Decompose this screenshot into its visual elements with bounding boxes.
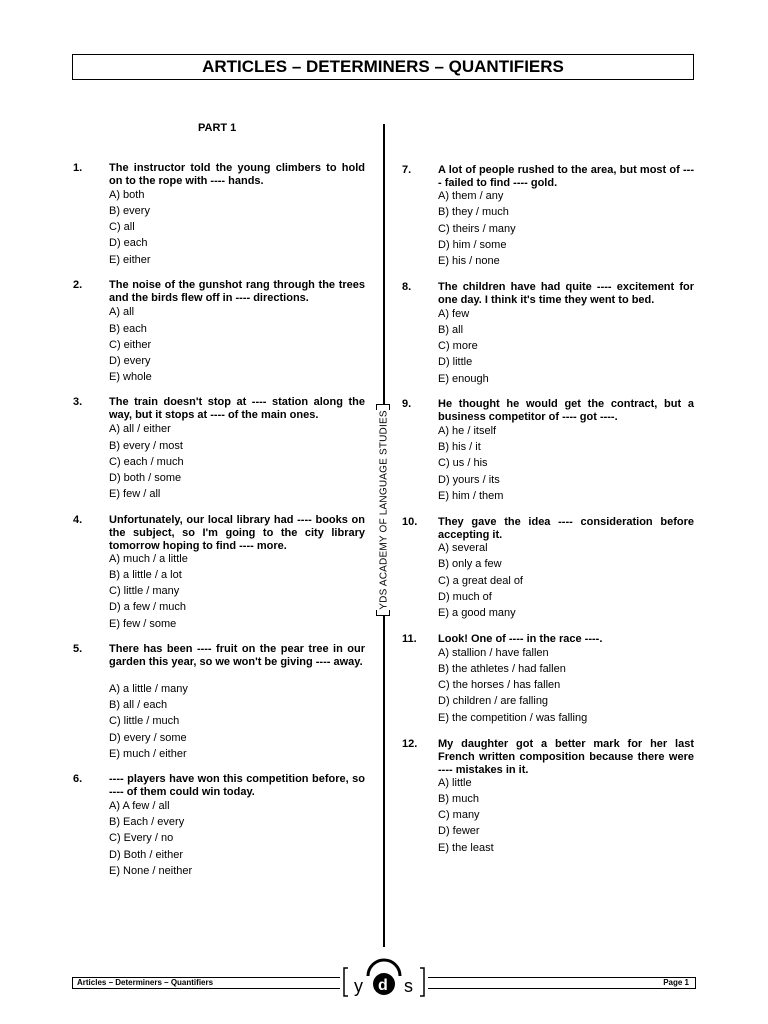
yds-logo bbox=[340, 948, 428, 1002]
page-number: Page 1 bbox=[663, 978, 689, 987]
answer-option: A) A few / all bbox=[109, 800, 170, 812]
question-stem: The children have had quite ---- excitement for one day. I think it's time they went to bed. bbox=[438, 281, 694, 306]
answer-option: E) the competition / was falling bbox=[438, 712, 588, 724]
answer-option: D) every bbox=[109, 355, 151, 367]
answer-option: D) a few / much bbox=[109, 601, 187, 613]
question-stem: They gave the idea ---- consideration before accepting it. bbox=[438, 516, 694, 541]
answer-option: C) all bbox=[109, 221, 135, 233]
answer-option: A) much / a little bbox=[109, 553, 188, 565]
question-number: 12. bbox=[402, 738, 418, 750]
side-text: YDS ACADEMY OF LANGUAGE STUDIES bbox=[378, 410, 390, 610]
answer-option: D) both / some bbox=[109, 472, 182, 484]
question-stem: There has been ---- fruit on the pear tree in our garden this year, so we won't be giving ---- away. bbox=[109, 643, 365, 668]
answer-option: C) many bbox=[438, 809, 480, 821]
answer-option: E) either bbox=[109, 254, 151, 266]
answer-option: A) all / either bbox=[109, 423, 171, 435]
answer-option: B) a little / a lot bbox=[109, 569, 182, 581]
question-stem: Look! One of ---- in the race ----. bbox=[438, 633, 603, 645]
answer-option: A) several bbox=[438, 542, 488, 554]
answer-option: D) yours / its bbox=[438, 474, 500, 486]
answer-option: C) the horses / has fallen bbox=[438, 679, 561, 691]
question-number: 2. bbox=[73, 279, 83, 291]
answer-option: E) a good many bbox=[438, 607, 516, 619]
answer-option: A) them / any bbox=[438, 190, 504, 202]
answer-option: D) Both / either bbox=[109, 849, 183, 861]
answer-option: D) children / are falling bbox=[438, 695, 549, 707]
answer-option: E) him / them bbox=[438, 490, 504, 502]
answer-option: C) Every / no bbox=[109, 832, 174, 844]
logo-letter-d: d bbox=[378, 977, 388, 994]
answer-option: C) us / his bbox=[438, 457, 488, 469]
answer-option: D) him / some bbox=[438, 239, 507, 251]
question-number: 8. bbox=[402, 281, 412, 293]
question-number: 1. bbox=[73, 162, 83, 174]
question-stem: The instructor told the young climbers to hold on to the rope with ---- hands. bbox=[109, 162, 365, 187]
answer-option: B) they / much bbox=[438, 206, 509, 218]
question-stem: The train doesn't stop at ---- station along the way, but it stops at ---- of the main ones. bbox=[109, 396, 365, 421]
bracket-bottom bbox=[376, 610, 390, 616]
answer-option: E) the least bbox=[438, 842, 494, 854]
answer-option: E) None / neither bbox=[109, 865, 193, 877]
question-number: 6. bbox=[73, 773, 83, 785]
answer-option: B) his / it bbox=[438, 441, 481, 453]
answer-option: C) a great deal of bbox=[438, 575, 523, 587]
question-stem: My daughter got a better mark for her last French written composition because there were ---- mistakes in it. bbox=[438, 738, 694, 776]
answer-option: C) each / much bbox=[109, 456, 184, 468]
logo-letter-y: y bbox=[354, 976, 363, 996]
answer-option: D) much of bbox=[438, 591, 492, 603]
question-number: 5. bbox=[73, 643, 83, 655]
answer-option: B) the athletes / had fallen bbox=[438, 663, 566, 675]
answer-option: A) both bbox=[109, 189, 145, 201]
answer-option: E) enough bbox=[438, 373, 489, 385]
answer-option: D) each bbox=[109, 237, 148, 249]
answer-option: E) whole bbox=[109, 371, 152, 383]
answer-option: B) all / each bbox=[109, 699, 168, 711]
question-stem: A lot of people rushed to the area, but most of ---- failed to find ---- gold. bbox=[438, 164, 694, 189]
question-stem: Unfortunately, our local library had ---- books on the subject, so I'm going to the city library tomorrow hoping to find ---- more. bbox=[109, 514, 365, 552]
answer-option: E) few / some bbox=[109, 618, 177, 630]
question-number: 11. bbox=[402, 633, 417, 645]
answer-option: C) theirs / many bbox=[438, 223, 516, 235]
answer-option: A) all bbox=[109, 306, 135, 318]
page-title: ARTICLES – DETERMINERS – QUANTIFIERS bbox=[72, 54, 694, 80]
answer-option: B) only a few bbox=[438, 558, 502, 570]
footer-title: Articles – Determiners – Quantifiers bbox=[77, 978, 214, 987]
answer-option: C) little / many bbox=[109, 585, 180, 597]
answer-option: B) Each / every bbox=[109, 816, 185, 828]
question-number: 3. bbox=[73, 396, 83, 408]
bracket-top bbox=[376, 404, 390, 410]
question-number: 7. bbox=[402, 164, 412, 176]
logo-letter-s: s bbox=[404, 976, 413, 996]
question-number: 4. bbox=[73, 514, 83, 526]
question-number: 9. bbox=[402, 398, 412, 410]
answer-option: C) more bbox=[438, 340, 478, 352]
answer-option: A) he / itself bbox=[438, 425, 497, 437]
answer-option: C) either bbox=[109, 339, 152, 351]
question-number: 10. bbox=[402, 516, 418, 528]
yds-logo-icon bbox=[340, 948, 428, 1002]
answer-option: A) a little / many bbox=[109, 683, 188, 695]
answer-option: B) all bbox=[438, 324, 464, 336]
answer-option: E) few / all bbox=[109, 488, 161, 500]
answer-option: D) little bbox=[438, 356, 473, 368]
side-banner bbox=[376, 406, 392, 614]
answer-option: A) few bbox=[438, 308, 470, 320]
answer-option: B) every bbox=[109, 205, 150, 217]
answer-option: B) each bbox=[109, 323, 147, 335]
question-stem: The noise of the gunshot rang through the trees and the birds flew off in ---- directions. bbox=[109, 279, 365, 304]
answer-option: E) much / either bbox=[109, 748, 187, 760]
answer-option: C) little / much bbox=[109, 715, 180, 727]
answer-option: E) his / none bbox=[438, 255, 500, 267]
question-stem: He thought he would get the contract, but a business competitor of ---- got ----. bbox=[438, 398, 694, 423]
answer-option: A) little bbox=[438, 777, 472, 789]
answer-option: D) fewer bbox=[438, 825, 480, 837]
question-stem: ---- players have won this competition before, so ---- of them could win today. bbox=[109, 773, 365, 798]
part-label: PART 1 bbox=[198, 122, 237, 134]
answer-option: D) every / some bbox=[109, 732, 187, 744]
answer-option: A) stallion / have fallen bbox=[438, 647, 549, 659]
answer-option: B) much bbox=[438, 793, 479, 805]
answer-option: B) every / most bbox=[109, 440, 183, 452]
